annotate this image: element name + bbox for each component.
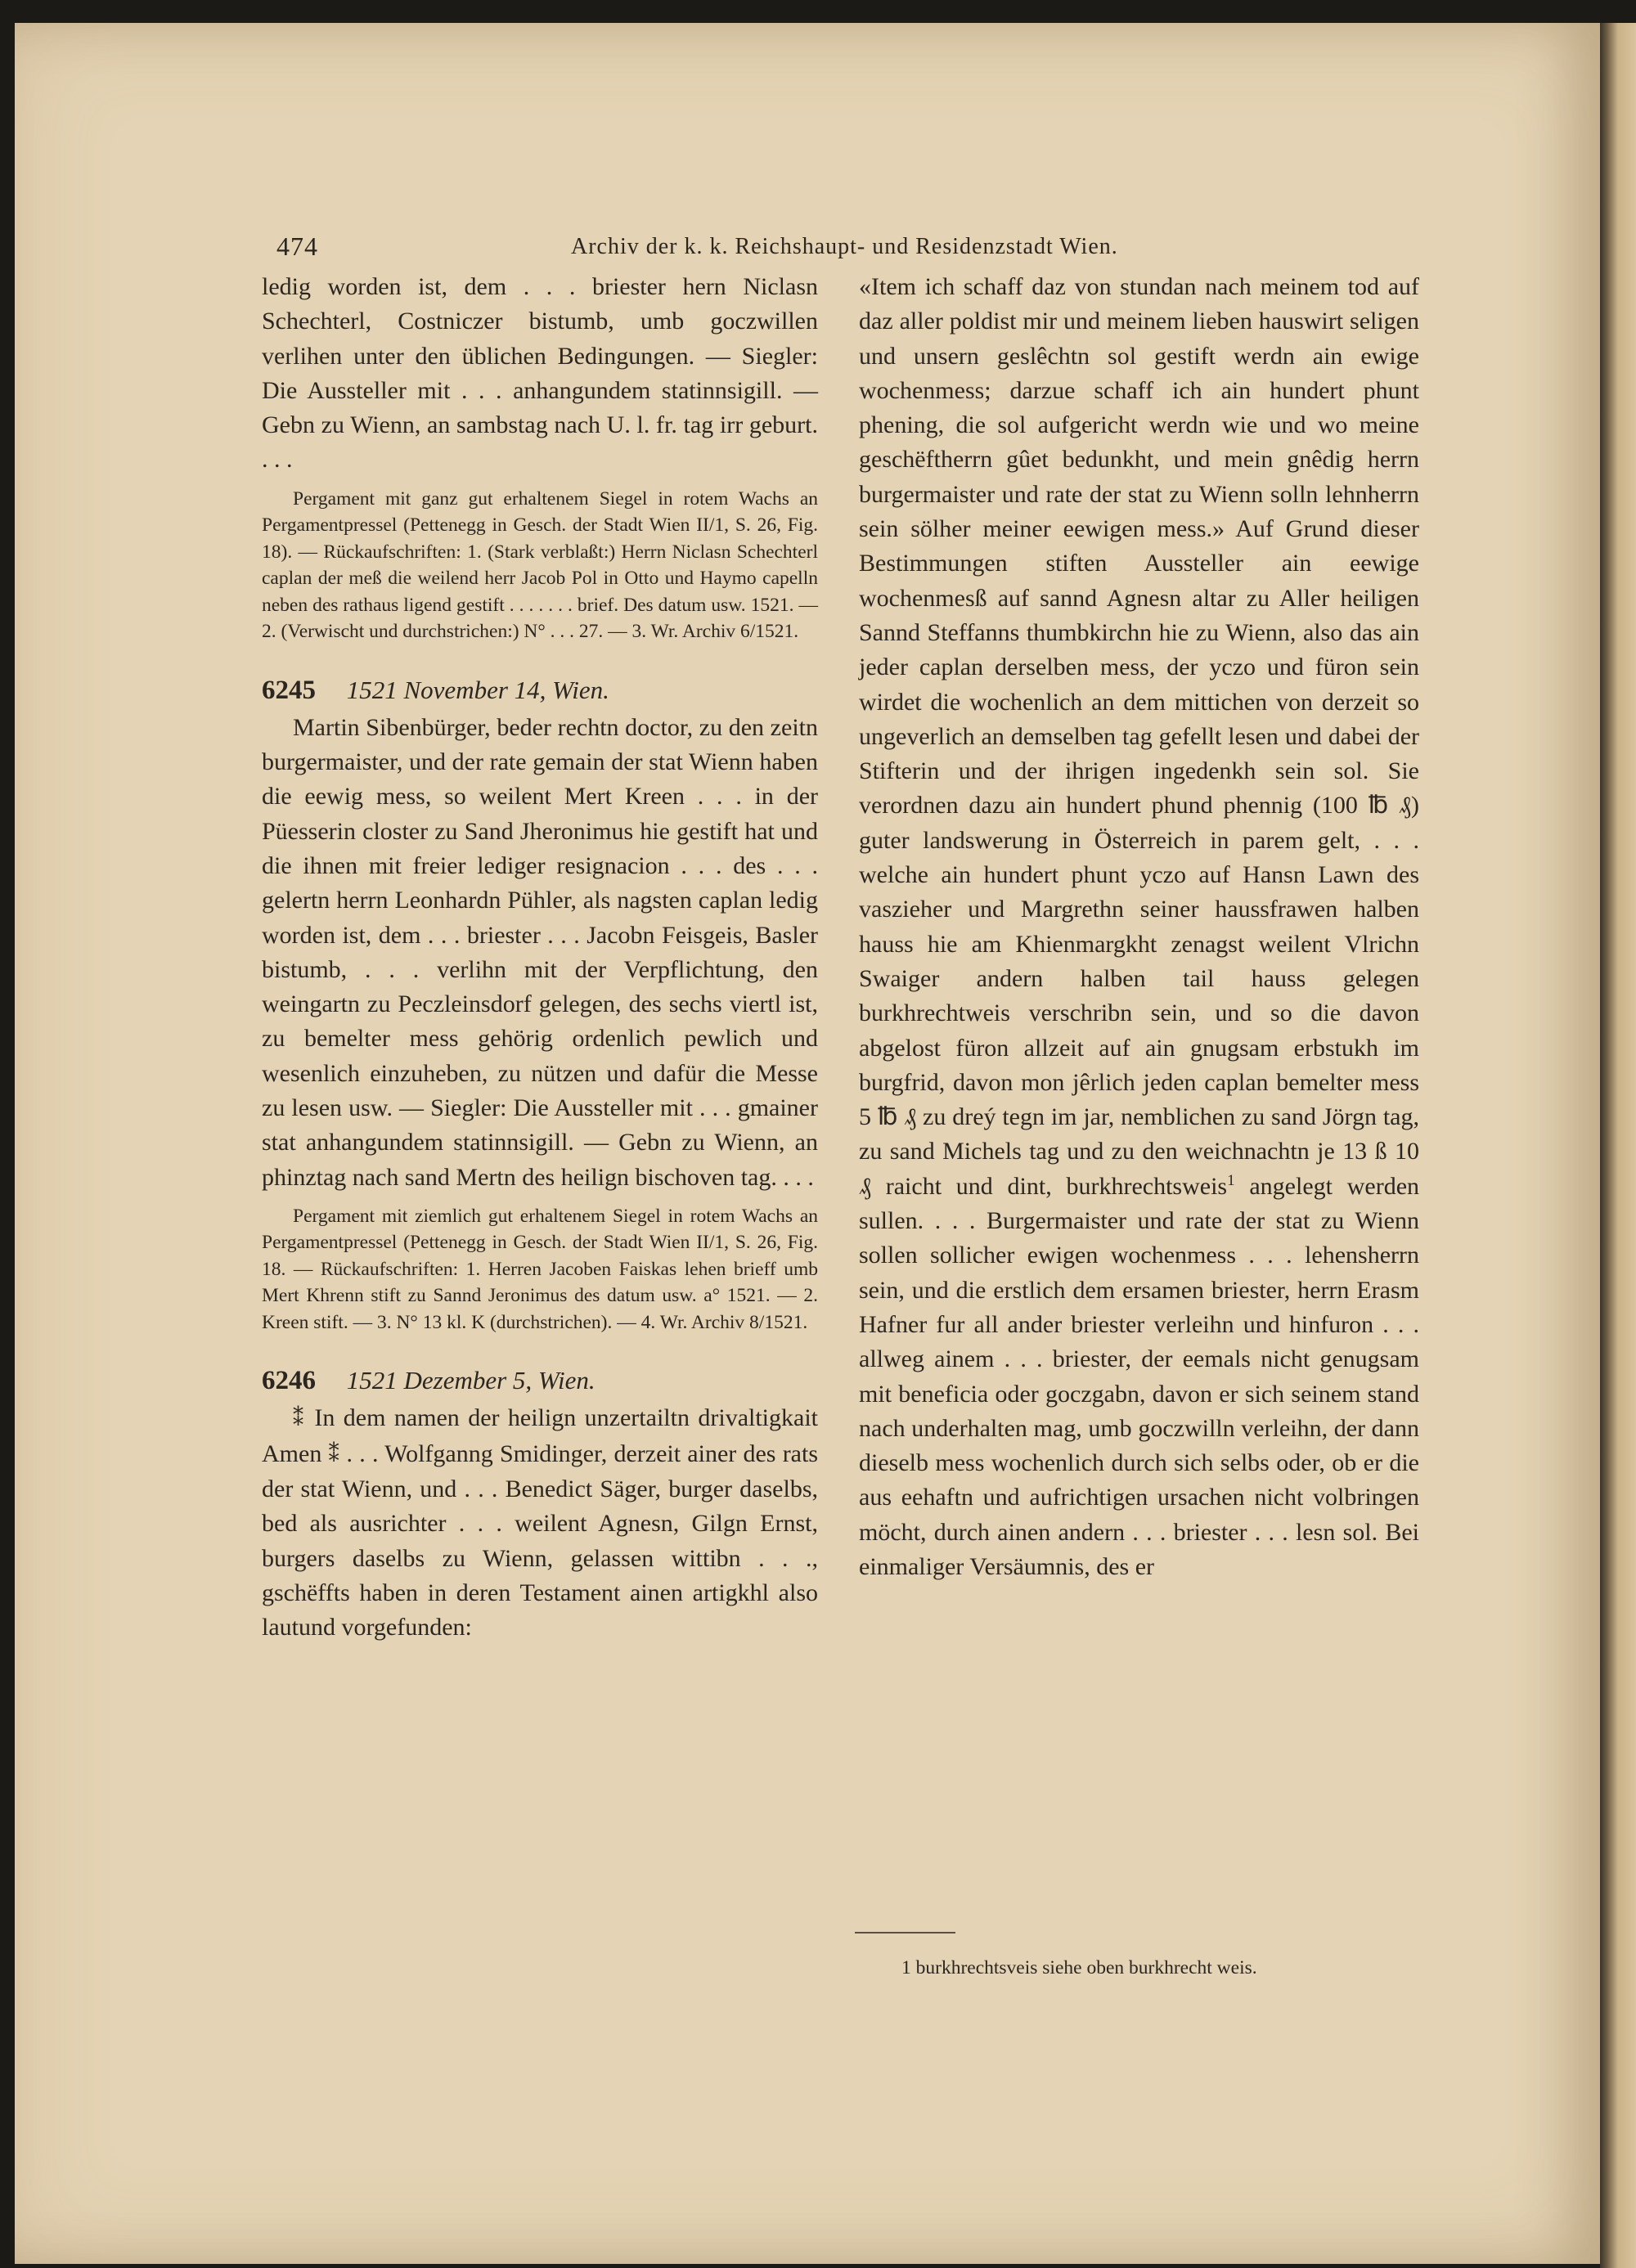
footnote-text: burkhrechtsveis siehe oben burkhrecht weis. bbox=[915, 1957, 1257, 1978]
cross-symbol: ⁑ bbox=[293, 1407, 306, 1431]
left-column bbox=[262, 270, 818, 1646]
archival-note-6244: Pergament mit ganz gut erhaltenem Siegel in rotem Wachs an Pergamentpressel (Pettenegg in Gesch. der Stadt Wien II/1, S. 26, Fig. 18). — Rückaufschriften: 1. (Stark verblaßt:) Herrn Niclasn Schechterl caplan der meß die weilend herr Jacob Pol in Otto und Haymo capelln neben des rathaus ligend gestift . . . . . . . brief. Des datum usw. 1521. — 2. (Verwischt und durchstrichen:) N° . . . 27. — 3. Wr. Archiv 6/1521. bbox=[262, 487, 818, 643]
entry-number: 6245 bbox=[262, 675, 316, 705]
footnote-divider bbox=[855, 1932, 955, 1933]
right-column bbox=[859, 270, 1419, 1584]
testament-quote: «Item ich schaff daz von stundan nach meinem tod auf daz aller poldist mir und meinem lieben hauswirt seligen und unsern geslêchtn sol gestift werdn ain ewige wochenmess; darzue schaff ich ain hundert phunt phening, die sol aufgericht werdn wie und wo meine geschëftherrn gûet bedunkht, und mein gnêdig herrn burgermaister und rate der stat zu Wienn solln lehnherrn sein sölher meiner eewigen mess.» Auf Grund dieser Bestimmungen stiften Aussteller ain eewige wochenmesß auf sannd Agnesn altar zu Aller heiligen Sannd Steffanns thumbkirchn hie zu Wienn, also das ain jeder caplan derselben mess, der yczo und füron sein wirdet die wochenlich an dem mittichen von derzeit so ungeverlich an demselben tag gefellt lesen und dabei der Stifterin und der ihrigen ingedenkh sein sol. Sie verordnen dazu ain hundert phund phennig (100 ℔ ₰) guter landswerung in Österreich in parem gelt, . . . welche ain hundert phunt yczo auf Hansn Lawn des vaszieher und Margrethn seiner haussfrawen halben hauss hie am Khienmargkht zenagst weilent Vlrichn Swaiger andern halben tail hauss gelegen burkhrechtweis verschribn sein, und so die davon abgelost füron allzeit auf ain gnugsam erbstukh im burgfrid, davon mon jêrlich jeden caplan bemelter mess 5 ℔ ₰ zu dreý tegn im jar, nemblichen zu sand Jörgn tag, zu sand Michels tag und zu den weichnachtn je 13 ß 10 ₰ raicht und dint, burkhrechtsweis bbox=[859, 273, 1419, 1200]
entry-date: 1521 November 14, Wien. bbox=[346, 675, 609, 704]
page-number: 474 bbox=[276, 231, 318, 261]
entry-number: 6246 bbox=[262, 1366, 316, 1396]
continuation-paragraph: ledig worden ist, dem . . . briester hern Niclasn Schechterl, Costniczer bistumb, umb goczwillen verlihen unter den üblichen Bedingungen. — Siegler: Die Aussteller mit . . . anhangundem statinnsigill. — Gebn zu Wienn, an sambstag nach U. l. fr. tag irr geburt. . . . bbox=[262, 273, 818, 474]
right-column-continuation: angelegt werden sullen. . . . Burgermaister und rate der stat zu Wienn sollen sollicher ewigen wochenmess . . . lehensherrn sein, und die erstlich dem ersamen briester, herrn Erasm Hafner fur all ander briester verleihn und hinfuron . . . allweg ainem . . . briester, der eemals nicht genugsam mit beneficia oder goczgabn, davon er sich seinem stand nach underhalten mag, umb goczwilln verleihn, der dann dieselb mess wochenlich durch sich selbs oder, ob er die aus eehaftn und aufrichtigen ursachen nicht volbringen möcht, durch ainen andern . . . briester . . . lesn sol. Bei einmaliger Versäumnis, des er bbox=[859, 1172, 1420, 1580]
entry-6245-text: Martin Sibenbürger, beder rechtn doctor, zu den zeitn burgermaister, und der rate gemain der stat Wienn haben die eewig mess, so weilent Mert Kreen . . . in der Püesserin closter zu Sand Jheronimus hie gestift hat und die ihnen mit freier lediger resignacion . . . des . . . gelertn herrn Leonhardn Pühler, als nagsten caplan ledig worden ist, dem . . . briester . . . Jacobn Feisgeis, Basler bistumb, . . . verlihn mit der Verpflichtung, den weingartn zu Peczleinsdorf gelegen, des sechs viertl ist, zu bemelter mess gehörig ordenlich pewlich und wesenlich einzuheben, zu nützen und dafür die Messe zu lesen usw. — Siegler: Die Aussteller mit . . . gmainer stat anhangundem statinnsigill. — Gebn zu Wienn, an phinztag nach sand Mertn des heilign bischoven tag. . . . bbox=[262, 713, 818, 1191]
entry-6246-text bbox=[262, 1401, 818, 1645]
footnote-reference: 1 bbox=[1227, 1171, 1235, 1189]
entry-6246-heading bbox=[262, 1363, 818, 1398]
running-title: Archiv der k. k. Reichshaupt- und Residenzstadt Wien. bbox=[571, 234, 1118, 259]
entry-6245-heading bbox=[262, 673, 818, 707]
archival-note-6245: Pergament mit ziemlich gut erhaltenem Siegel in rotem Wachs an Pergamentpressel (Pettenegg in Gesch. der Stadt Wien II/1, S. 26, Fig. 18. — Rückaufschriften: 1. Herren Jacoben Faiskas lehen brieff umb Mert Khrenn stift zu Sannd Jeronimus des datum usw. a° 1521. — 2. Kreen stift. — 3. N° 13 kl. K (durchstrichen). — 4. Wr. Archiv 8/1521. bbox=[262, 1205, 818, 1333]
entry-6246-invocation: In dem namen der heilign unzertailtn drivaltigkait Amen bbox=[262, 1404, 819, 1467]
cross-symbol: ⁑ bbox=[328, 1442, 340, 1466]
entry-6246-body: . . . Wolfganng Smidinger, derzeit ainer des rats der stat Wienn, und . . . Benedict Säger, burger daselbs, bed als ausrichter . . . weilent Agnesn, Gilgn Ernst, burgers daselbs zu Wienn, gelassen wittibn . . ., gschëffts haben in deren Testament ainen artigkhl also lautund vorgefunden: bbox=[262, 1439, 819, 1641]
page-header bbox=[276, 231, 1430, 267]
entry-date: 1521 Dezember 5, Wien. bbox=[346, 1366, 596, 1395]
right-column-text bbox=[859, 270, 1419, 1584]
next-page-edge bbox=[1600, 23, 1636, 2268]
footnote-mark: 1 bbox=[901, 1957, 911, 1978]
footnote bbox=[901, 1955, 1257, 1981]
